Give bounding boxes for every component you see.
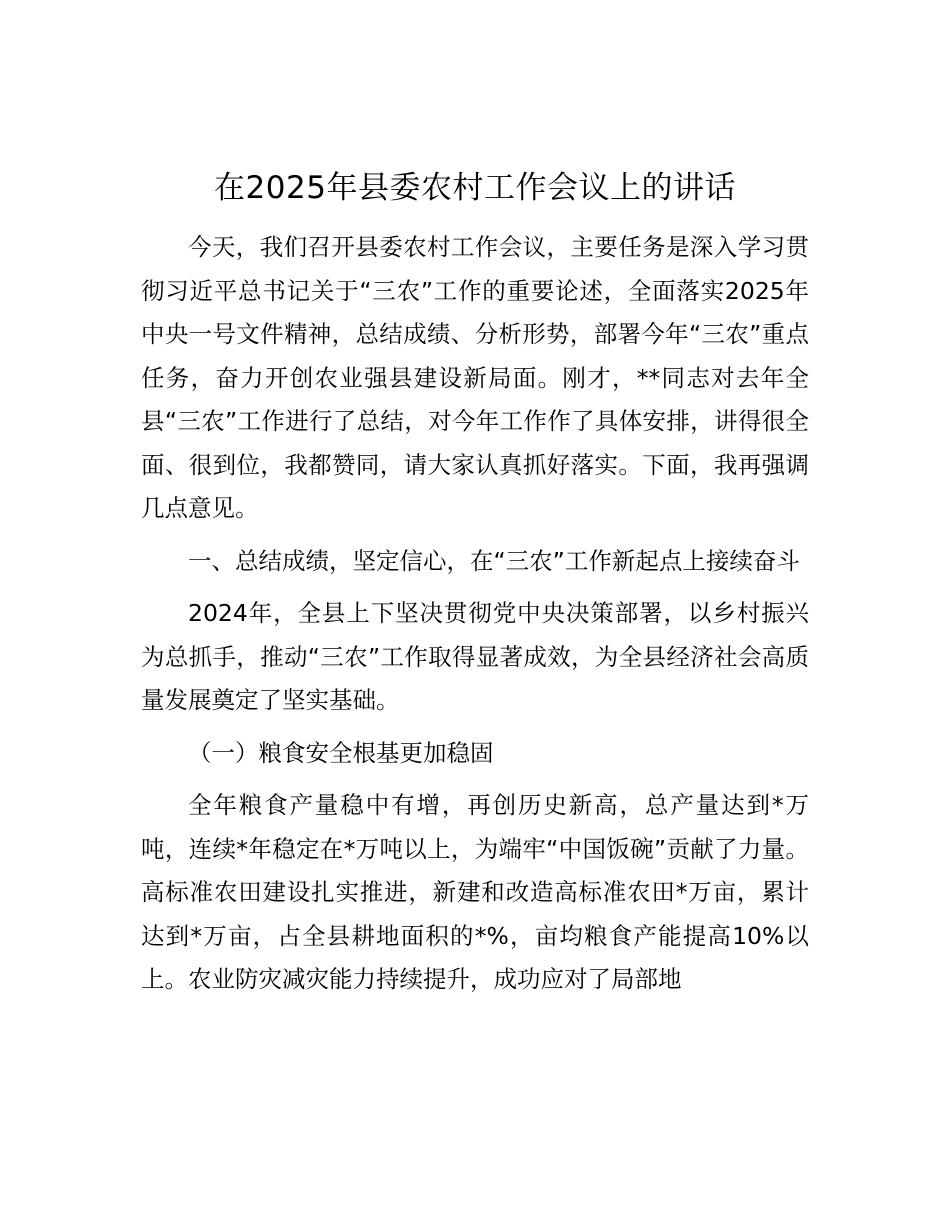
subsection-heading-1: （一）粮食安全根基更加稳固: [188, 738, 494, 767]
paragraph-intro: 今天，我们召开县委农村工作会议，主要任务是深入学习贯彻习近平总书记关于“三农”工作的重要论述，全面落实2025年中央一号文件精神，总结成绩、分析形势，部署今年“三农”重点任务，奋力开创农业强县建设新局面。刚才，**同志对去年全县“三农”工作进行了总结，对今年工作作了具体安排，讲得很全面、很到位，我都赞同，请大家认真抓好落实。下面，我再强调几点意见。: [141, 233, 809, 522]
section-heading-1: 一、总结成绩，坚定信心，在“三农”工作新起点上接续奋斗: [188, 546, 800, 575]
paragraph-grain-security: 全年粮食产量稳中有增，再创历史新高，总产量达到*万吨，连续*年稳定在*万吨以上，为端牢“中国饭碗”贡献了力量。高标准农田建设扎实推进，新建和改造高标准农田*万亩，累计达到*万亩，占全县耕地面积的*%，亩均粮食产能提高10%以上。农业防灾减灾能力持续提升，成功应对了局部地: [141, 791, 809, 993]
document-title: 在2025年县委农村工作会议上的讲话: [214, 170, 736, 206]
paragraph-2024-summary: 2024年，全县上下坚决贯彻党中央决策部署，以乡村振兴为总抓手，推动“三农”工作取得显著成效，为全县经济社会高质量发展奠定了坚实基础。: [141, 599, 809, 714]
document-body: [141, 226, 809, 1011]
